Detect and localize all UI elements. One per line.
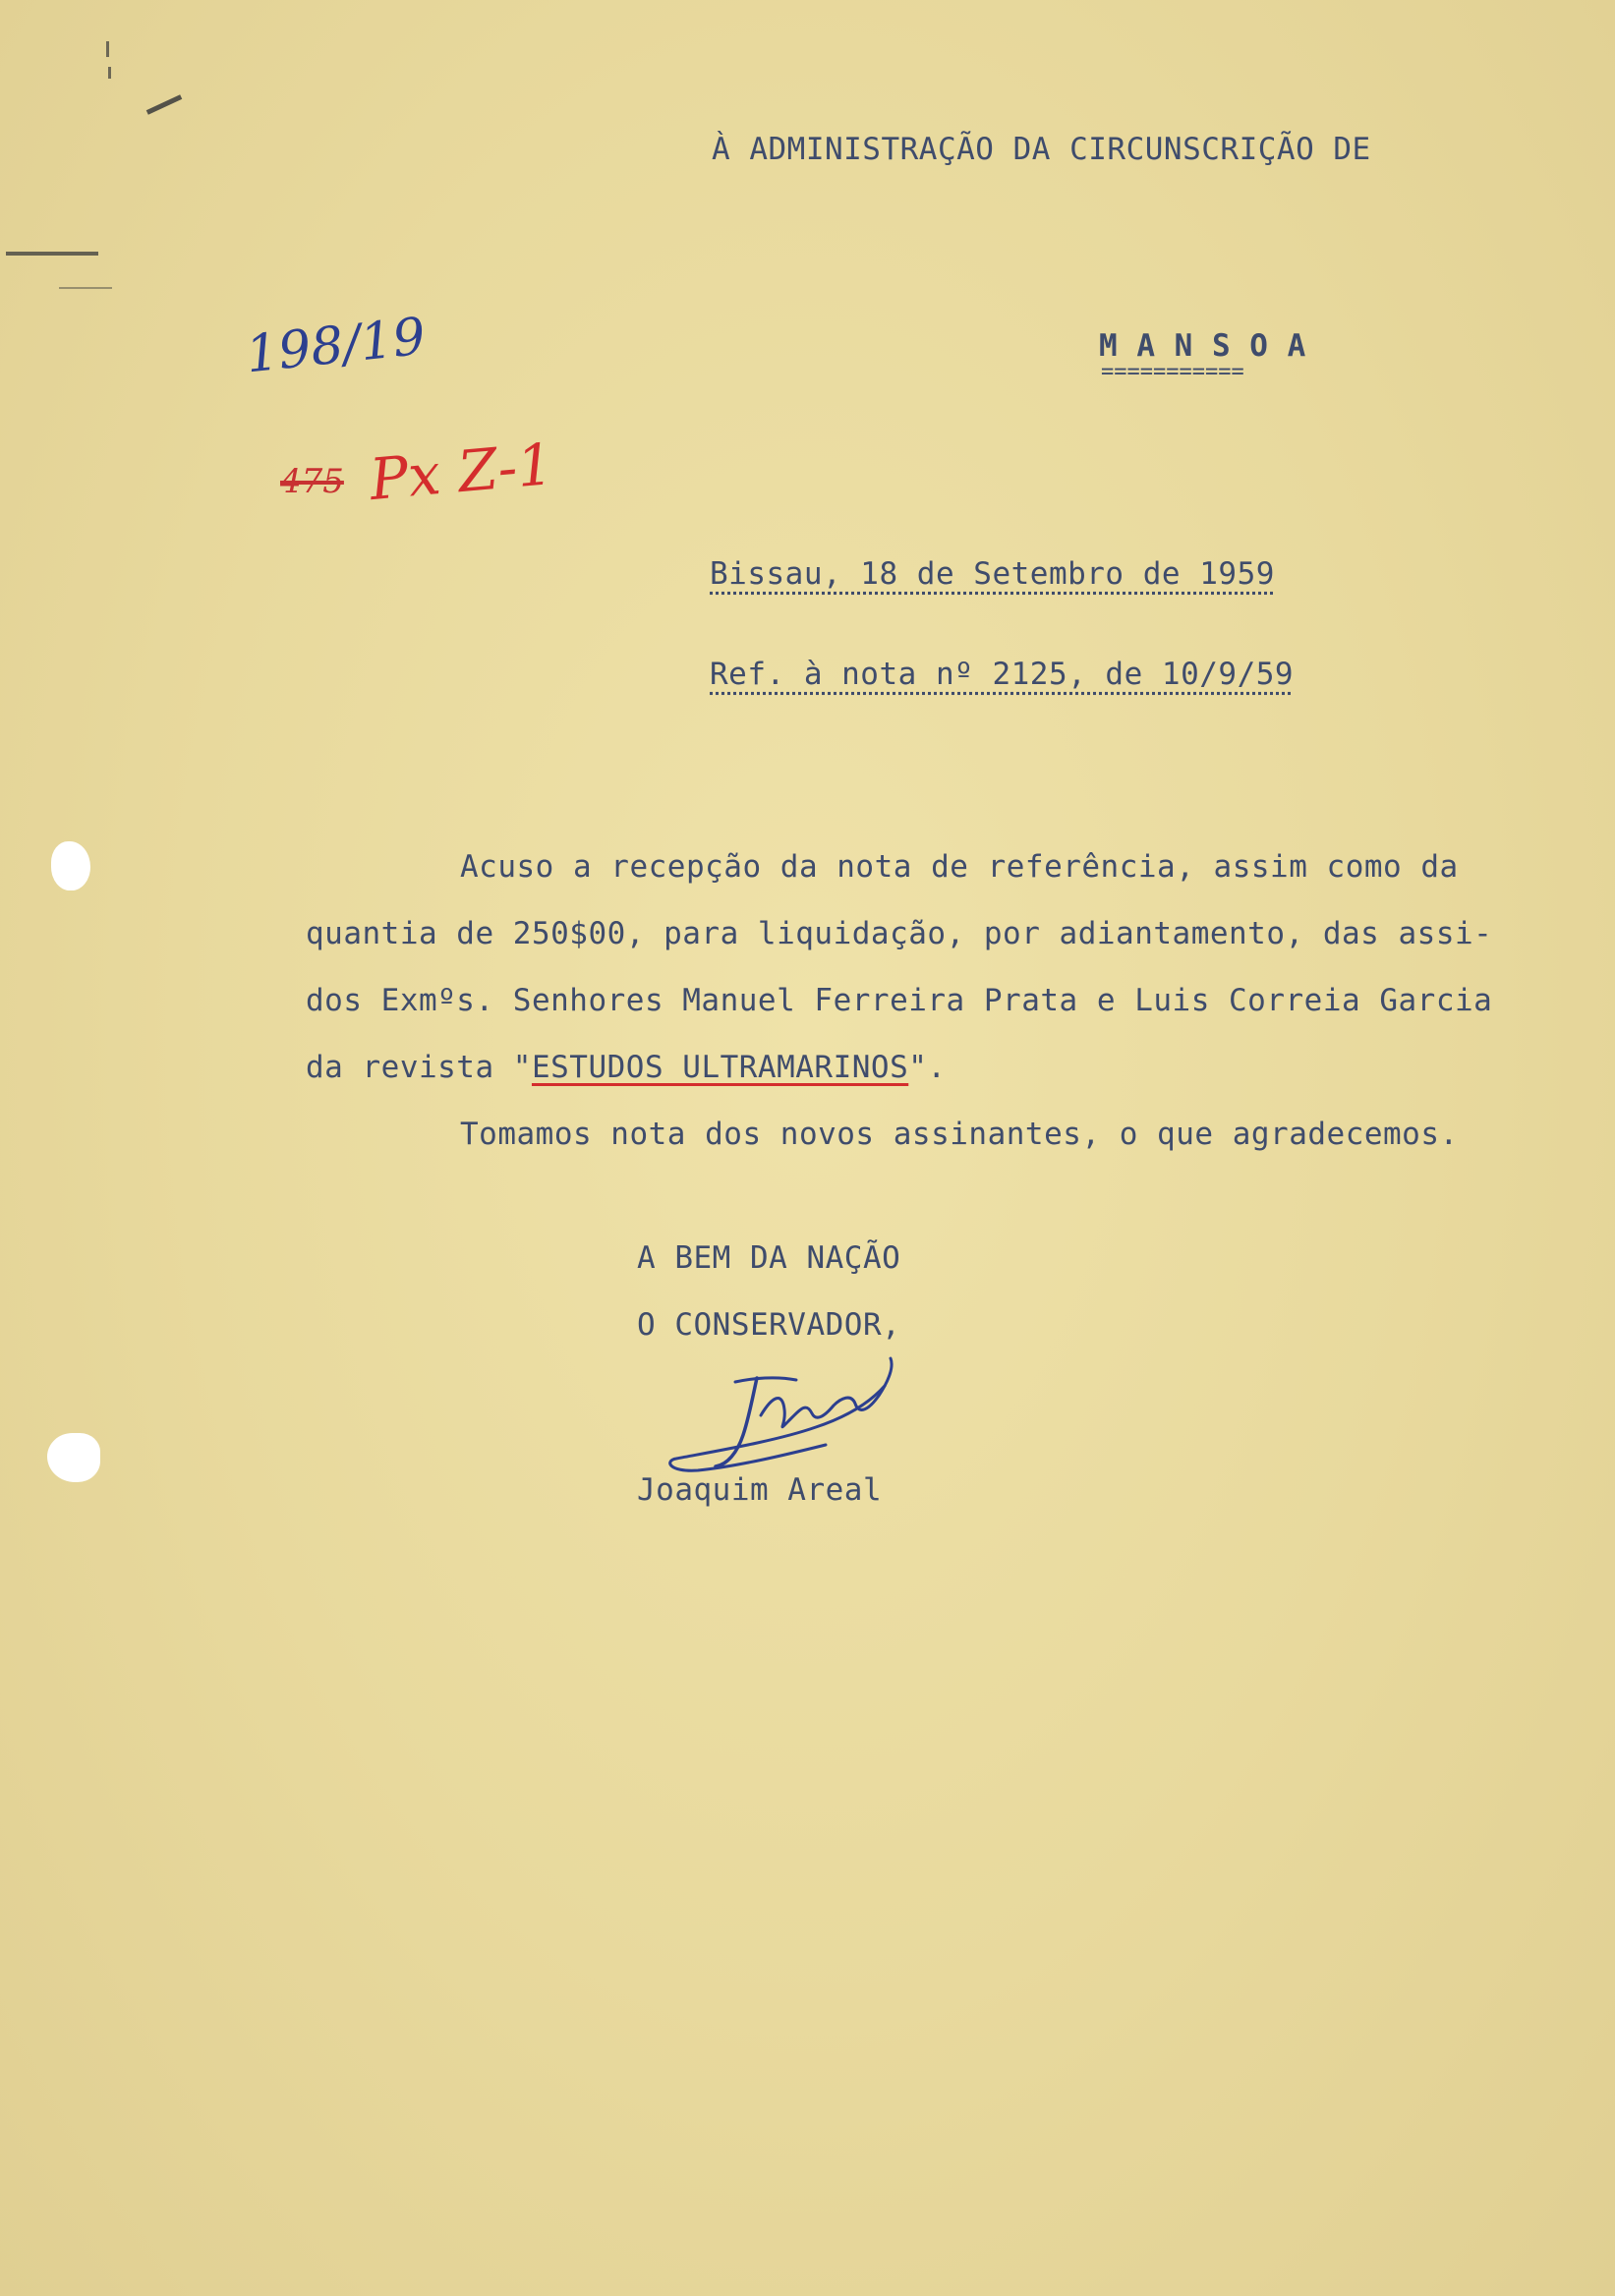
signer-role: O CONSERVADOR,	[637, 1307, 901, 1343]
body-line-4	[306, 1050, 947, 1085]
body-line-4-prefix: da revista "	[306, 1050, 532, 1085]
journal-title: ESTUDOS ULTRAMARINOS	[531, 1050, 909, 1085]
pen-stroke-mark	[146, 94, 183, 115]
salutation: A BEM DA NAÇÃO	[637, 1240, 901, 1276]
red-code-handwritten: Px Z-1	[367, 430, 556, 514]
signatory-name: Joaquim Areal	[637, 1472, 883, 1508]
struck-number: 475	[280, 462, 344, 501]
punch-hole-top	[51, 841, 90, 890]
margin-mark	[108, 67, 111, 79]
margin-mark	[106, 41, 109, 57]
body-line-1: Acuso a recepção da nota de referência, assim como da	[460, 849, 1459, 885]
margin-mark	[6, 252, 98, 256]
place-name: M A N S O A	[1099, 328, 1306, 364]
file-number-handwritten: 198/19	[243, 307, 429, 385]
reference-line: Ref. à nota nº 2125, de 10/9/59	[710, 657, 1295, 692]
body-line-2: quantia de 250$00, para liquidação, por adiantamento, das assi-	[306, 916, 1493, 951]
margin-mark	[59, 287, 112, 289]
date-line: Bissau, 18 de Setembro de 1959	[710, 556, 1275, 592]
body-line-4-suffix: ".	[908, 1050, 947, 1085]
addressee-line: À ADMINISTRAÇÃO DA CIRCUNSCRIÇÃO DE	[712, 132, 1371, 167]
place-rule: ===========	[1101, 360, 1244, 384]
punch-hole-bottom	[47, 1433, 100, 1482]
body-line-5: Tomamos nota dos novos assinantes, o que agradecemos.	[460, 1117, 1459, 1152]
body-line-3: dos Exmºs. Senhores Manuel Ferreira Prata e Luis Correia Garcia	[306, 983, 1493, 1018]
